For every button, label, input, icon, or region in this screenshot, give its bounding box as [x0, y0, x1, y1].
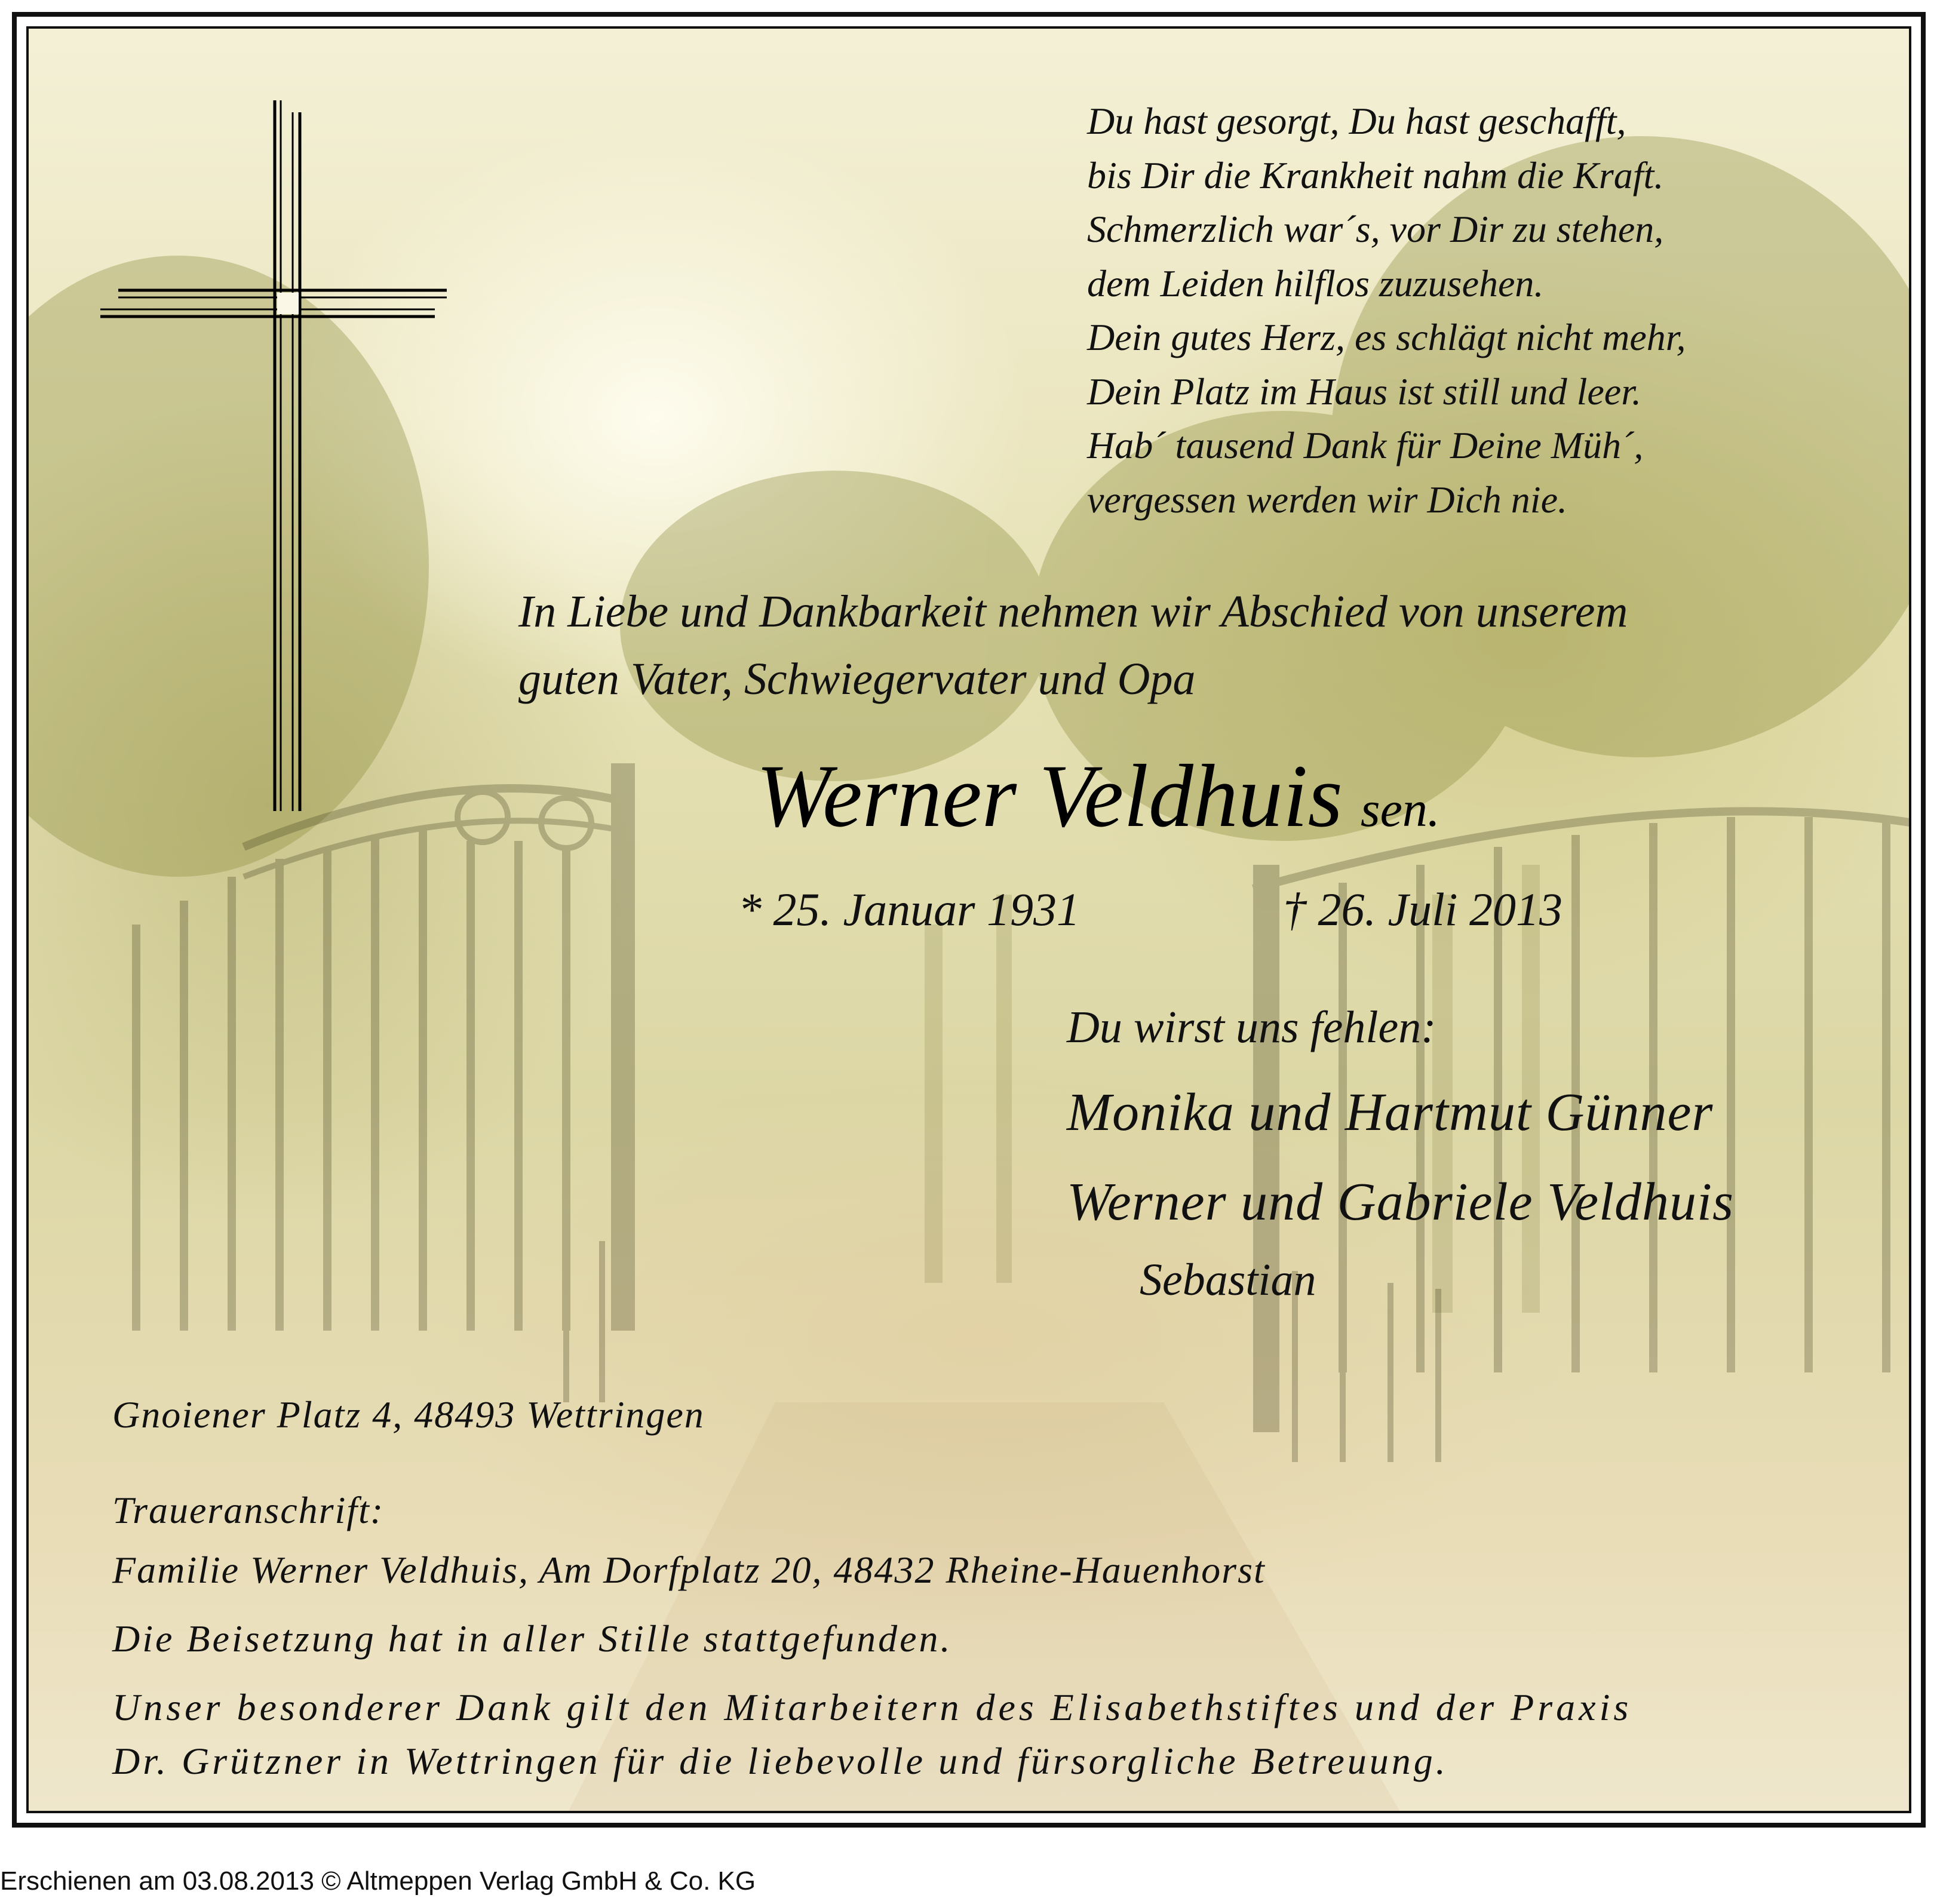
farewell-intro: [518, 578, 1904, 713]
mourners-heading: Du wirst uns fehlen:: [1067, 1002, 1436, 1052]
mourning-address-label: Traueranschrift:: [112, 1489, 385, 1531]
thanks-line: Unser besonderer Dank gilt den Mitarbeitern des Elisabethstiftes und der Praxis: [112, 1686, 1632, 1728]
cross-center: [277, 293, 299, 314]
birth-date: * 25. Januar 1931: [738, 883, 1080, 935]
poem-line: Hab´ tausend Dank für Deine Müh´,: [1087, 424, 1644, 466]
intro-line: In Liebe und Dankbarkeit nehmen wir Abschied von unserem: [518, 586, 1628, 637]
burial-note: Die Beisetzung hat in aller Stille stattgefunden.: [112, 1617, 953, 1660]
latin-cross-icon: [100, 100, 459, 817]
poem-line: vergessen werden wir Dich nie.: [1087, 478, 1567, 521]
obituary-card: [26, 26, 1911, 1813]
thanks-line: Dr. Grützner in Wettringen für die liebevolle und fürsorgliche Betreuung.: [112, 1740, 1448, 1782]
poem-line: dem Leiden hilflos zuzusehen.: [1087, 262, 1544, 305]
publication-footer: Erschienen am 03.08.2013 © Altmeppen Verlag GmbH & Co. KG: [0, 1866, 756, 1896]
poem-line: Schmerzlich war´s, vor Dir zu stehen,: [1087, 208, 1664, 250]
poem-line: Dein gutes Herz, es schlägt nicht mehr,: [1087, 316, 1686, 358]
poem-line: Du hast gesorgt, Du hast geschafft,: [1087, 100, 1626, 142]
deceased-name: [756, 742, 1440, 864]
name-suffix: sen.: [1360, 782, 1440, 837]
poem-line: Dein Platz im Haus ist still und leer.: [1087, 370, 1641, 413]
home-address: Gnoiener Platz 4, 48493 Wettringen: [112, 1393, 705, 1436]
poem-line: bis Dir die Krankheit nahm die Kraft.: [1087, 153, 1664, 196]
mourning-address: Familie Werner Veldhuis, Am Dorfplatz 20, 48432 Rheine-Hauenhorst: [112, 1549, 1266, 1591]
mourner-family-1: Monika und Hartmut Günner: [1067, 1083, 1714, 1142]
death-date: † 26. Juli 2013: [1283, 883, 1563, 935]
intro-line: guten Vater, Schwiegervater und Opa: [518, 654, 1196, 704]
poem-verse: [1087, 94, 1899, 527]
mourner-family-2: Werner und Gabriele Veldhuis: [1067, 1172, 1735, 1232]
mourner-family-3: Sebastian: [1140, 1255, 1316, 1305]
deceased-full-name: Werner Veldhuis: [756, 747, 1343, 846]
